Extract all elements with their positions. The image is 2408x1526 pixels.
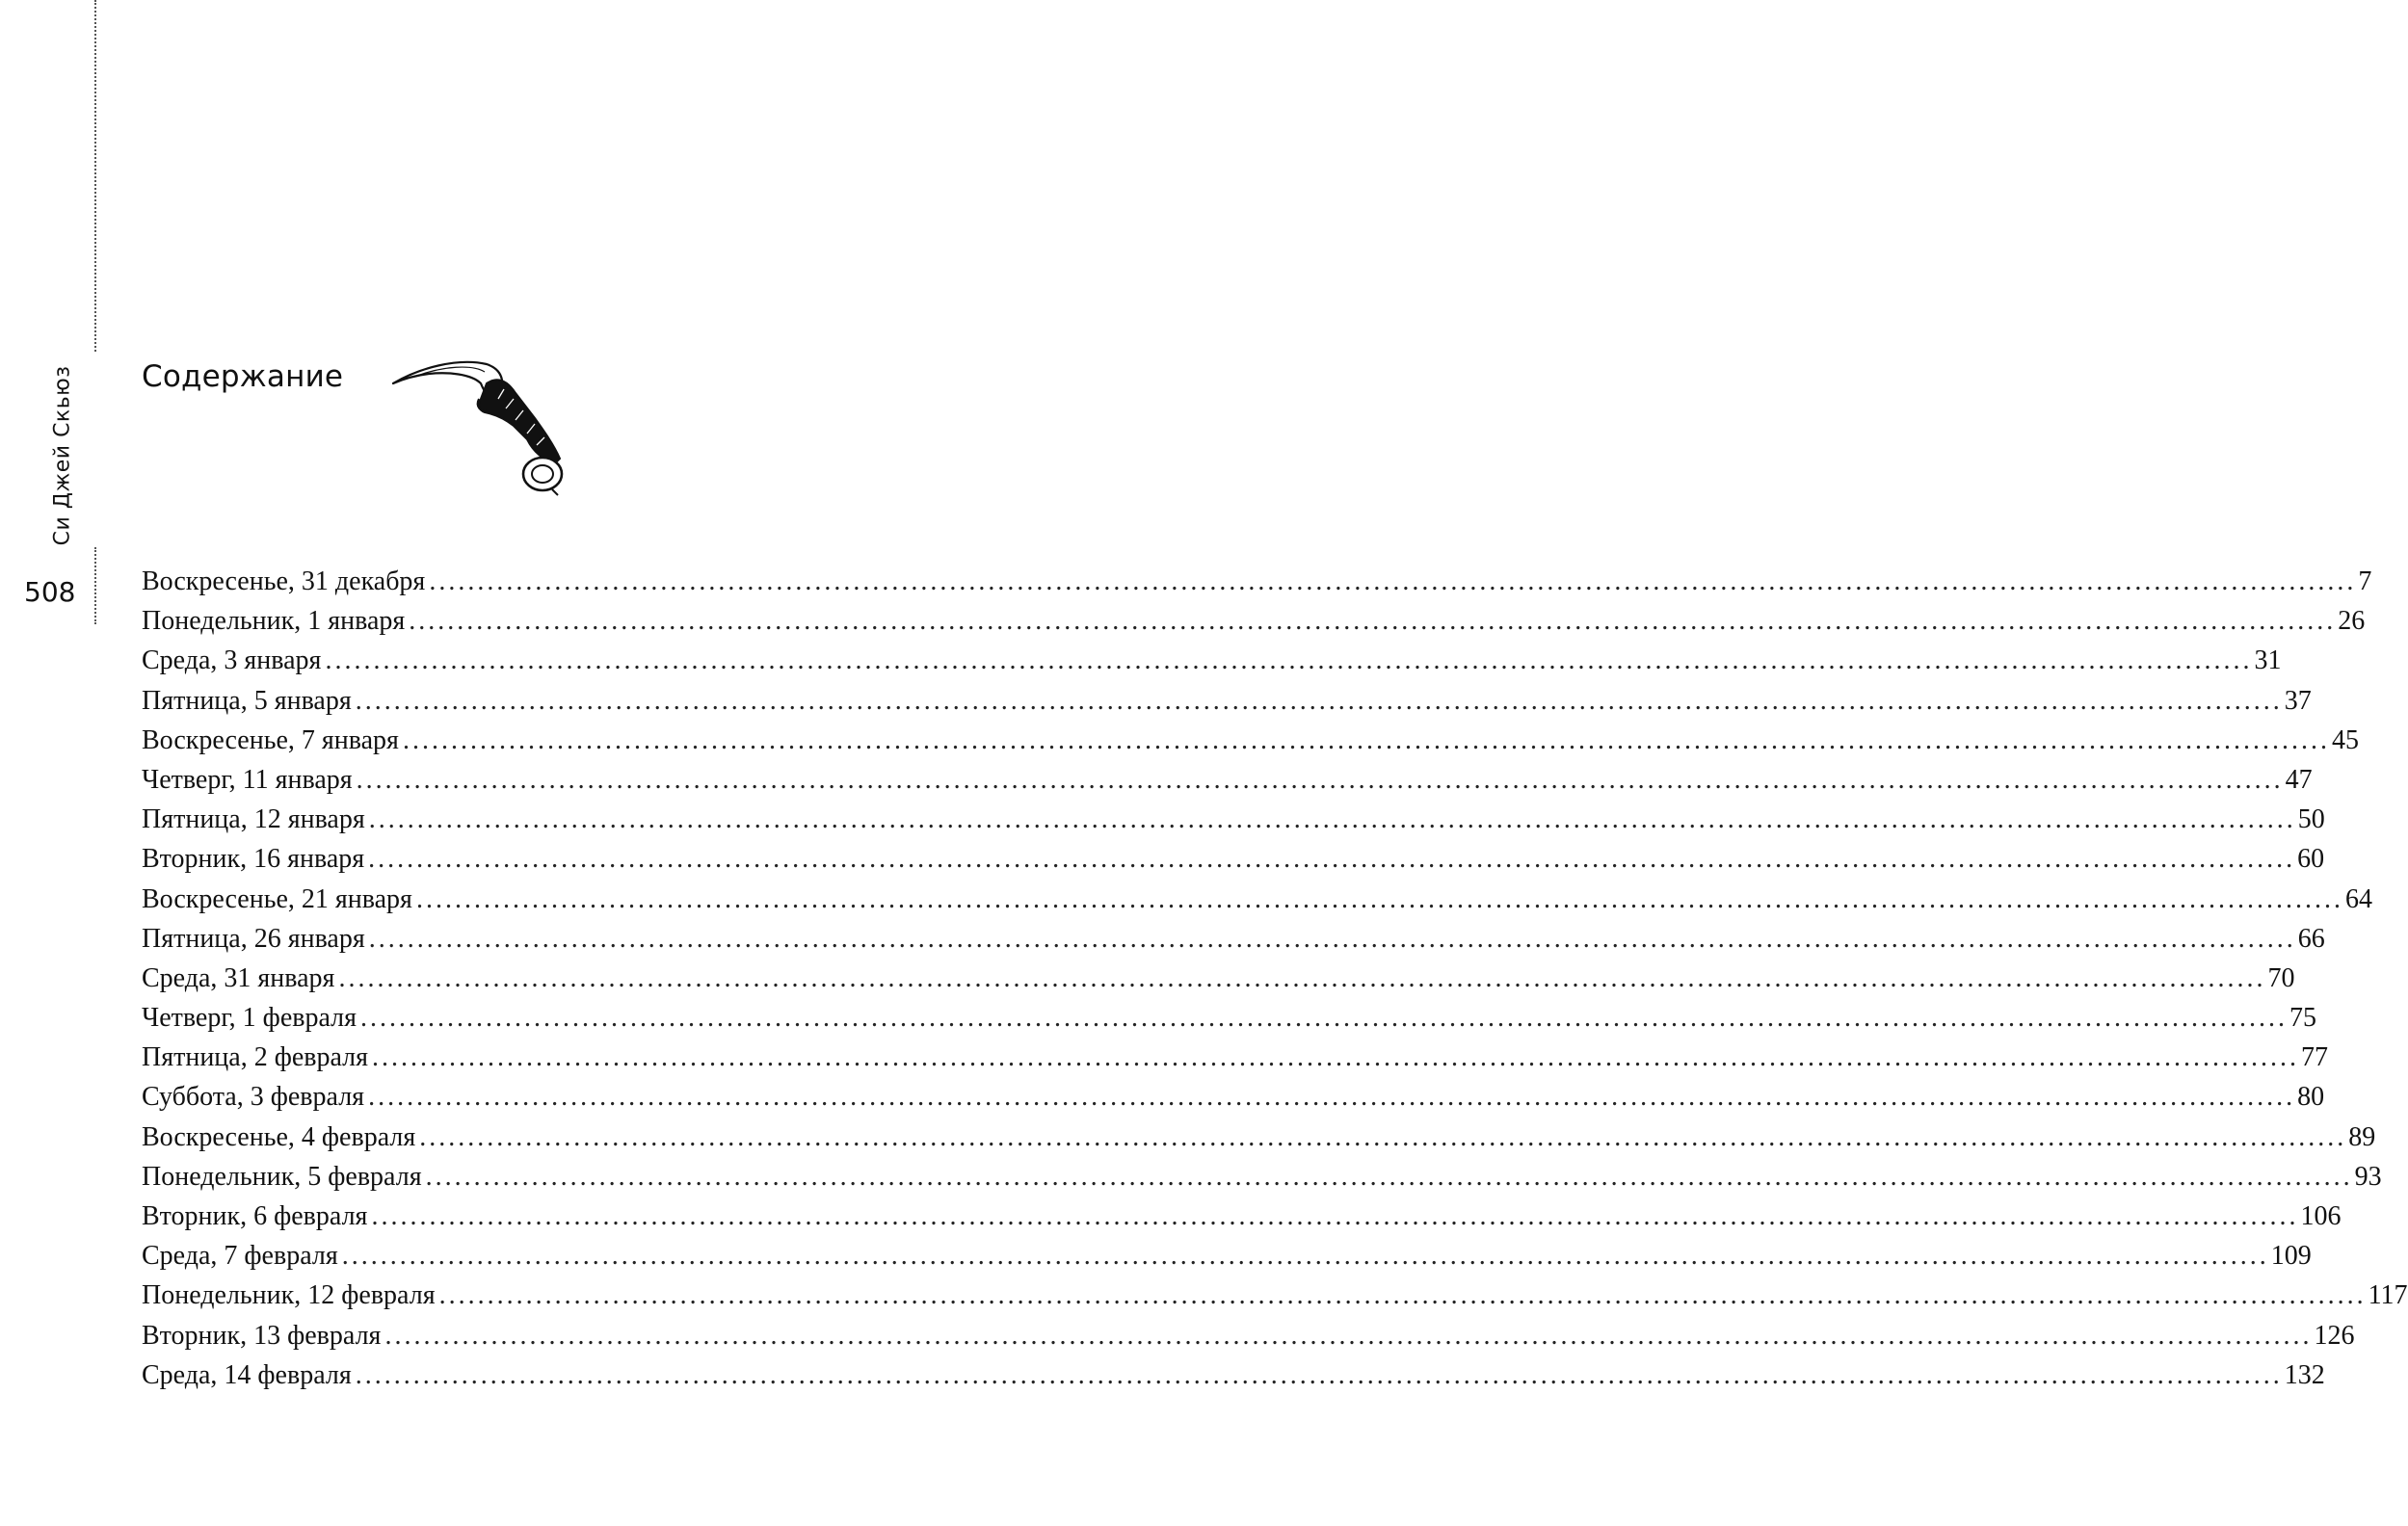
toc-entry-label: Четверг, 11 января xyxy=(142,764,353,795)
toc-entry-label: Среда, 3 января xyxy=(142,645,322,676)
toc-entry-page: 70 xyxy=(2267,962,2295,993)
toc-entry xyxy=(142,1276,2408,1315)
toc-entry xyxy=(142,1118,2376,1157)
toc-leader-dots: ........................................................................................................................................................................................................ xyxy=(356,764,2284,795)
toc-leader-dots: ........................................................................................................................................................................................................ xyxy=(355,1359,2283,1390)
toc-entry-label: Воскресенье, 31 декабря xyxy=(142,566,426,596)
toc-entry-page: 126 xyxy=(2314,1320,2355,1351)
toc-entry-page: 132 xyxy=(2284,1359,2325,1390)
toc-entry xyxy=(142,760,2313,800)
toc-entry-page: 7 xyxy=(2358,566,2372,596)
toc-leader-dots: ........................................................................................................................................................................................................ xyxy=(419,1121,2347,1152)
toc-leader-dots: ........................................................................................................................................................................................................ xyxy=(368,804,2296,835)
toc-entry-label: Пятница, 12 января xyxy=(142,804,365,835)
toc-entry xyxy=(142,800,2325,839)
toc-leader-dots: ........................................................................................................................................................................................................ xyxy=(360,1003,2288,1034)
toc-entry xyxy=(142,562,2372,601)
toc-entry-label: Четверг, 1 февраля xyxy=(142,1003,357,1034)
toc-leader-dots: ........................................................................................................................................................................................................ xyxy=(438,1280,2367,1311)
toc-entry-page: 93 xyxy=(2354,1161,2382,1192)
toc-leader-dots: ........................................................................................................................................................................................................ xyxy=(368,844,2296,875)
toc-entry-label: Вторник, 6 февраля xyxy=(142,1201,368,1231)
toc-entry-page: 66 xyxy=(2297,923,2325,954)
toc-leader-dots: ........................................................................................................................................................................................................ xyxy=(415,883,2343,914)
toc-leader-dots: ........................................................................................................................................................................................................ xyxy=(384,1320,2313,1351)
toc-entry-page: 37 xyxy=(2284,685,2312,716)
toc-entry-label: Пятница, 26 января xyxy=(142,923,365,954)
toc-entry-page: 31 xyxy=(2254,645,2282,676)
margin-dotted-rule-top xyxy=(94,0,96,352)
toc-entry xyxy=(142,681,2312,721)
karambit-knife-illustration xyxy=(390,355,569,497)
toc-entry xyxy=(142,1157,2382,1197)
toc-leader-dots: ........................................................................................................................................................................................................ xyxy=(371,1201,2299,1231)
toc-leader-dots: ........................................................................................................................................................................................................ xyxy=(402,724,2330,755)
toc-entry-page: 47 xyxy=(2285,764,2313,795)
toc-entry xyxy=(142,721,2359,760)
toc-leader-dots: ........................................................................................................................................................................................................ xyxy=(338,962,2266,993)
toc-leader-dots: ........................................................................................................................................................................................................ xyxy=(429,566,2357,596)
toc-entry-label: Понедельник, 1 января xyxy=(142,606,406,637)
toc-leader-dots: ........................................................................................................................................................................................................ xyxy=(355,685,2283,716)
toc-entry-label: Вторник, 16 января xyxy=(142,844,365,875)
toc-entry xyxy=(142,1316,2355,1355)
toc-leader-dots: ........................................................................................................................................................................................................ xyxy=(341,1241,2269,1272)
toc-leader-dots: ........................................................................................................................................................................................................ xyxy=(425,1161,2353,1192)
toc-entry-page: 50 xyxy=(2297,804,2325,835)
toc-leader-dots: ........................................................................................................................................................................................................ xyxy=(368,1082,2296,1113)
toc-entry xyxy=(142,1355,2325,1395)
toc-entry-page: 117 xyxy=(2368,1280,2408,1311)
running-head xyxy=(34,366,92,544)
margin-dotted-rule-bottom xyxy=(94,547,96,624)
toc-entry xyxy=(142,1038,2329,1077)
table-of-contents xyxy=(142,562,2408,1395)
toc-entry-page: 64 xyxy=(2344,883,2372,914)
running-head-author: Си Джей Скьюз xyxy=(50,365,75,545)
toc-entry-label: Вторник, 13 февраля xyxy=(142,1320,382,1351)
toc-entry-label: Понедельник, 12 февраля xyxy=(142,1280,436,1311)
toc-entry-page: 45 xyxy=(2331,724,2359,755)
toc-entry-page: 60 xyxy=(2297,844,2325,875)
toc-entry xyxy=(142,1197,2342,1236)
toc-leader-dots: ........................................................................................................................................................................................................ xyxy=(409,606,2337,637)
toc-entry xyxy=(142,839,2325,879)
toc-entry xyxy=(142,998,2316,1038)
toc-title: Содержание xyxy=(142,359,344,394)
toc-entry xyxy=(142,641,2282,680)
page-number: 508 xyxy=(24,576,76,608)
toc-leader-dots: ........................................................................................................................................................................................................ xyxy=(368,923,2296,954)
toc-entry-page: 89 xyxy=(2348,1121,2376,1152)
toc-leader-dots: ........................................................................................................................................................................................................ xyxy=(325,645,2253,676)
toc-entry-label: Суббота, 3 февраля xyxy=(142,1082,365,1113)
toc-entry-label: Среда, 7 февраля xyxy=(142,1241,338,1272)
toc-entry-label: Среда, 14 февраля xyxy=(142,1359,352,1390)
toc-entry-label: Воскресенье, 21 января xyxy=(142,883,412,914)
toc-entry xyxy=(142,959,2295,998)
toc-entry-label: Понедельник, 5 февраля xyxy=(142,1161,422,1192)
toc-leader-dots: ........................................................................................................................................................................................................ xyxy=(372,1042,2300,1073)
toc-entry xyxy=(142,880,2372,919)
toc-entry-page: 75 xyxy=(2289,1003,2316,1034)
toc-entry-page: 106 xyxy=(2300,1201,2342,1231)
toc-entry xyxy=(142,1236,2312,1276)
toc-entry-page: 77 xyxy=(2301,1042,2329,1073)
toc-entry xyxy=(142,919,2325,959)
toc-entry-page: 80 xyxy=(2297,1082,2325,1113)
toc-entry xyxy=(142,601,2366,641)
toc-entry-page: 26 xyxy=(2338,606,2366,637)
toc-entry-label: Среда, 31 января xyxy=(142,962,335,993)
toc-entry-label: Воскресенье, 4 февраля xyxy=(142,1121,416,1152)
toc-entry-label: Пятница, 2 февраля xyxy=(142,1042,369,1073)
toc-entry-label: Пятница, 5 января xyxy=(142,685,352,716)
toc-entry-label: Воскресенье, 7 января xyxy=(142,724,399,755)
toc-entry-page: 109 xyxy=(2270,1241,2312,1272)
toc-entry xyxy=(142,1077,2325,1117)
